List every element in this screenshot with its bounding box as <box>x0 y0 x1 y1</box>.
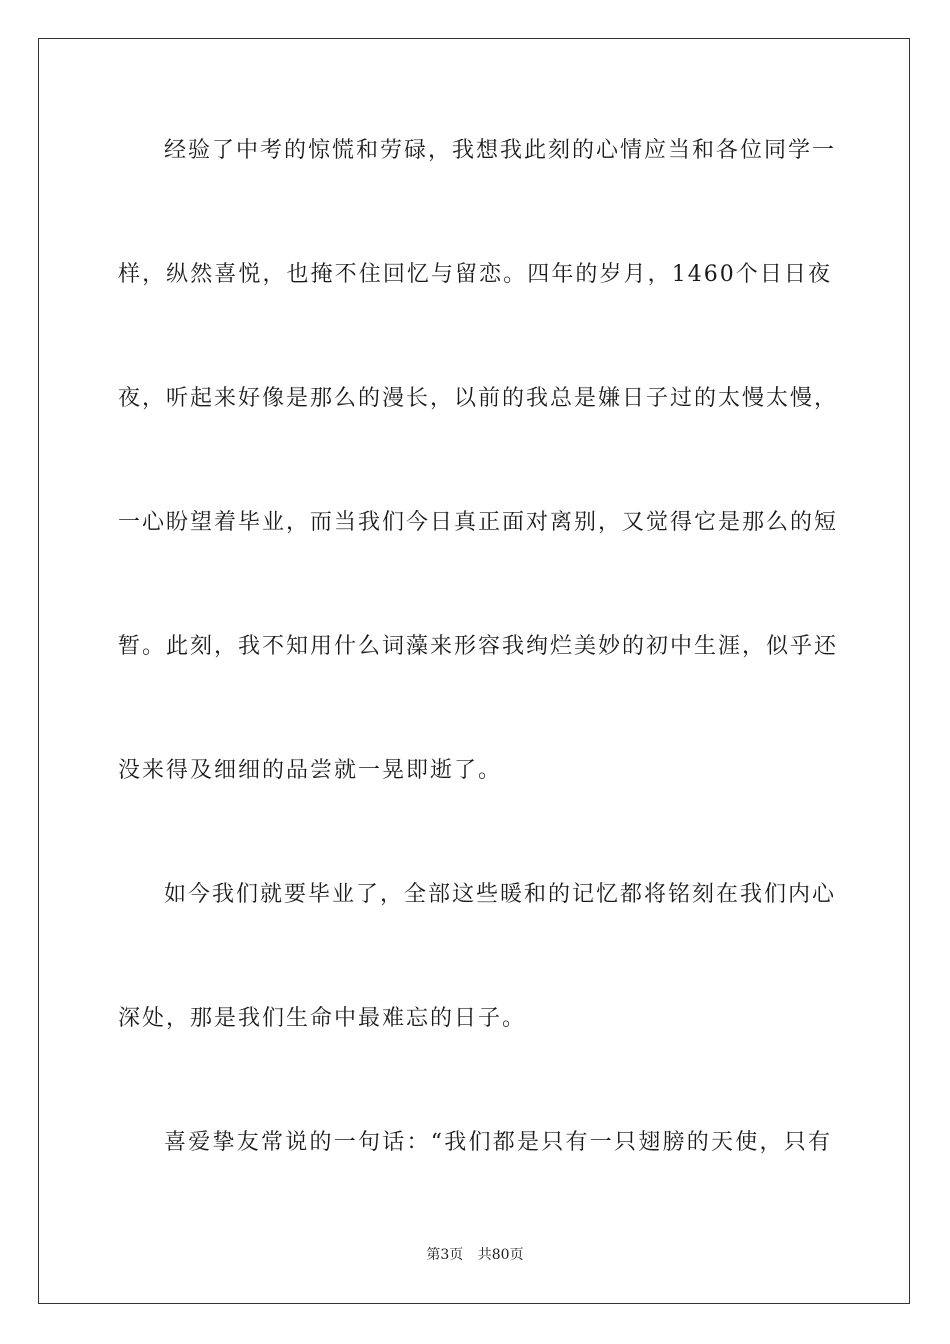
text-line: 一心盼望着毕业，而当我们今日真正面对离别，又觉得它是那么的短 <box>118 510 839 535</box>
text-line: 深处，那是我们生命中最难忘的日子。 <box>118 1006 527 1031</box>
text-line: 喜爱挚友常说的一句话：“我们都是只有一只翅膀的天使，只有 <box>164 1130 832 1155</box>
text-line: 经验了中考的惊慌和劳碌，我想我此刻的心情应当和各位同学一 <box>164 138 837 163</box>
total-pages: 共80页 <box>477 1247 524 1263</box>
text-line: 暂。此刻，我不知用什么词藻来形容我绚烂美妙的初中生涯，似乎还 <box>118 634 839 659</box>
text-line: 没来得及细细的品尝就一晃即逝了。 <box>118 758 503 783</box>
page-number: 第3页 <box>426 1247 464 1263</box>
page-footer <box>0 1245 950 1265</box>
text-line: 夜，听起来好像是那么的漫长，以前的我总是嫌日子过的太慢太慢， <box>118 386 839 411</box>
text-line: 样，纵然喜悦，也掩不住回忆与留恋。四年的岁月，1460个日日夜 <box>118 262 832 287</box>
text-line: 如今我们就要毕业了，全部这些暖和的记忆都将铭刻在我们内心 <box>164 882 837 907</box>
page-border <box>38 38 910 1304</box>
